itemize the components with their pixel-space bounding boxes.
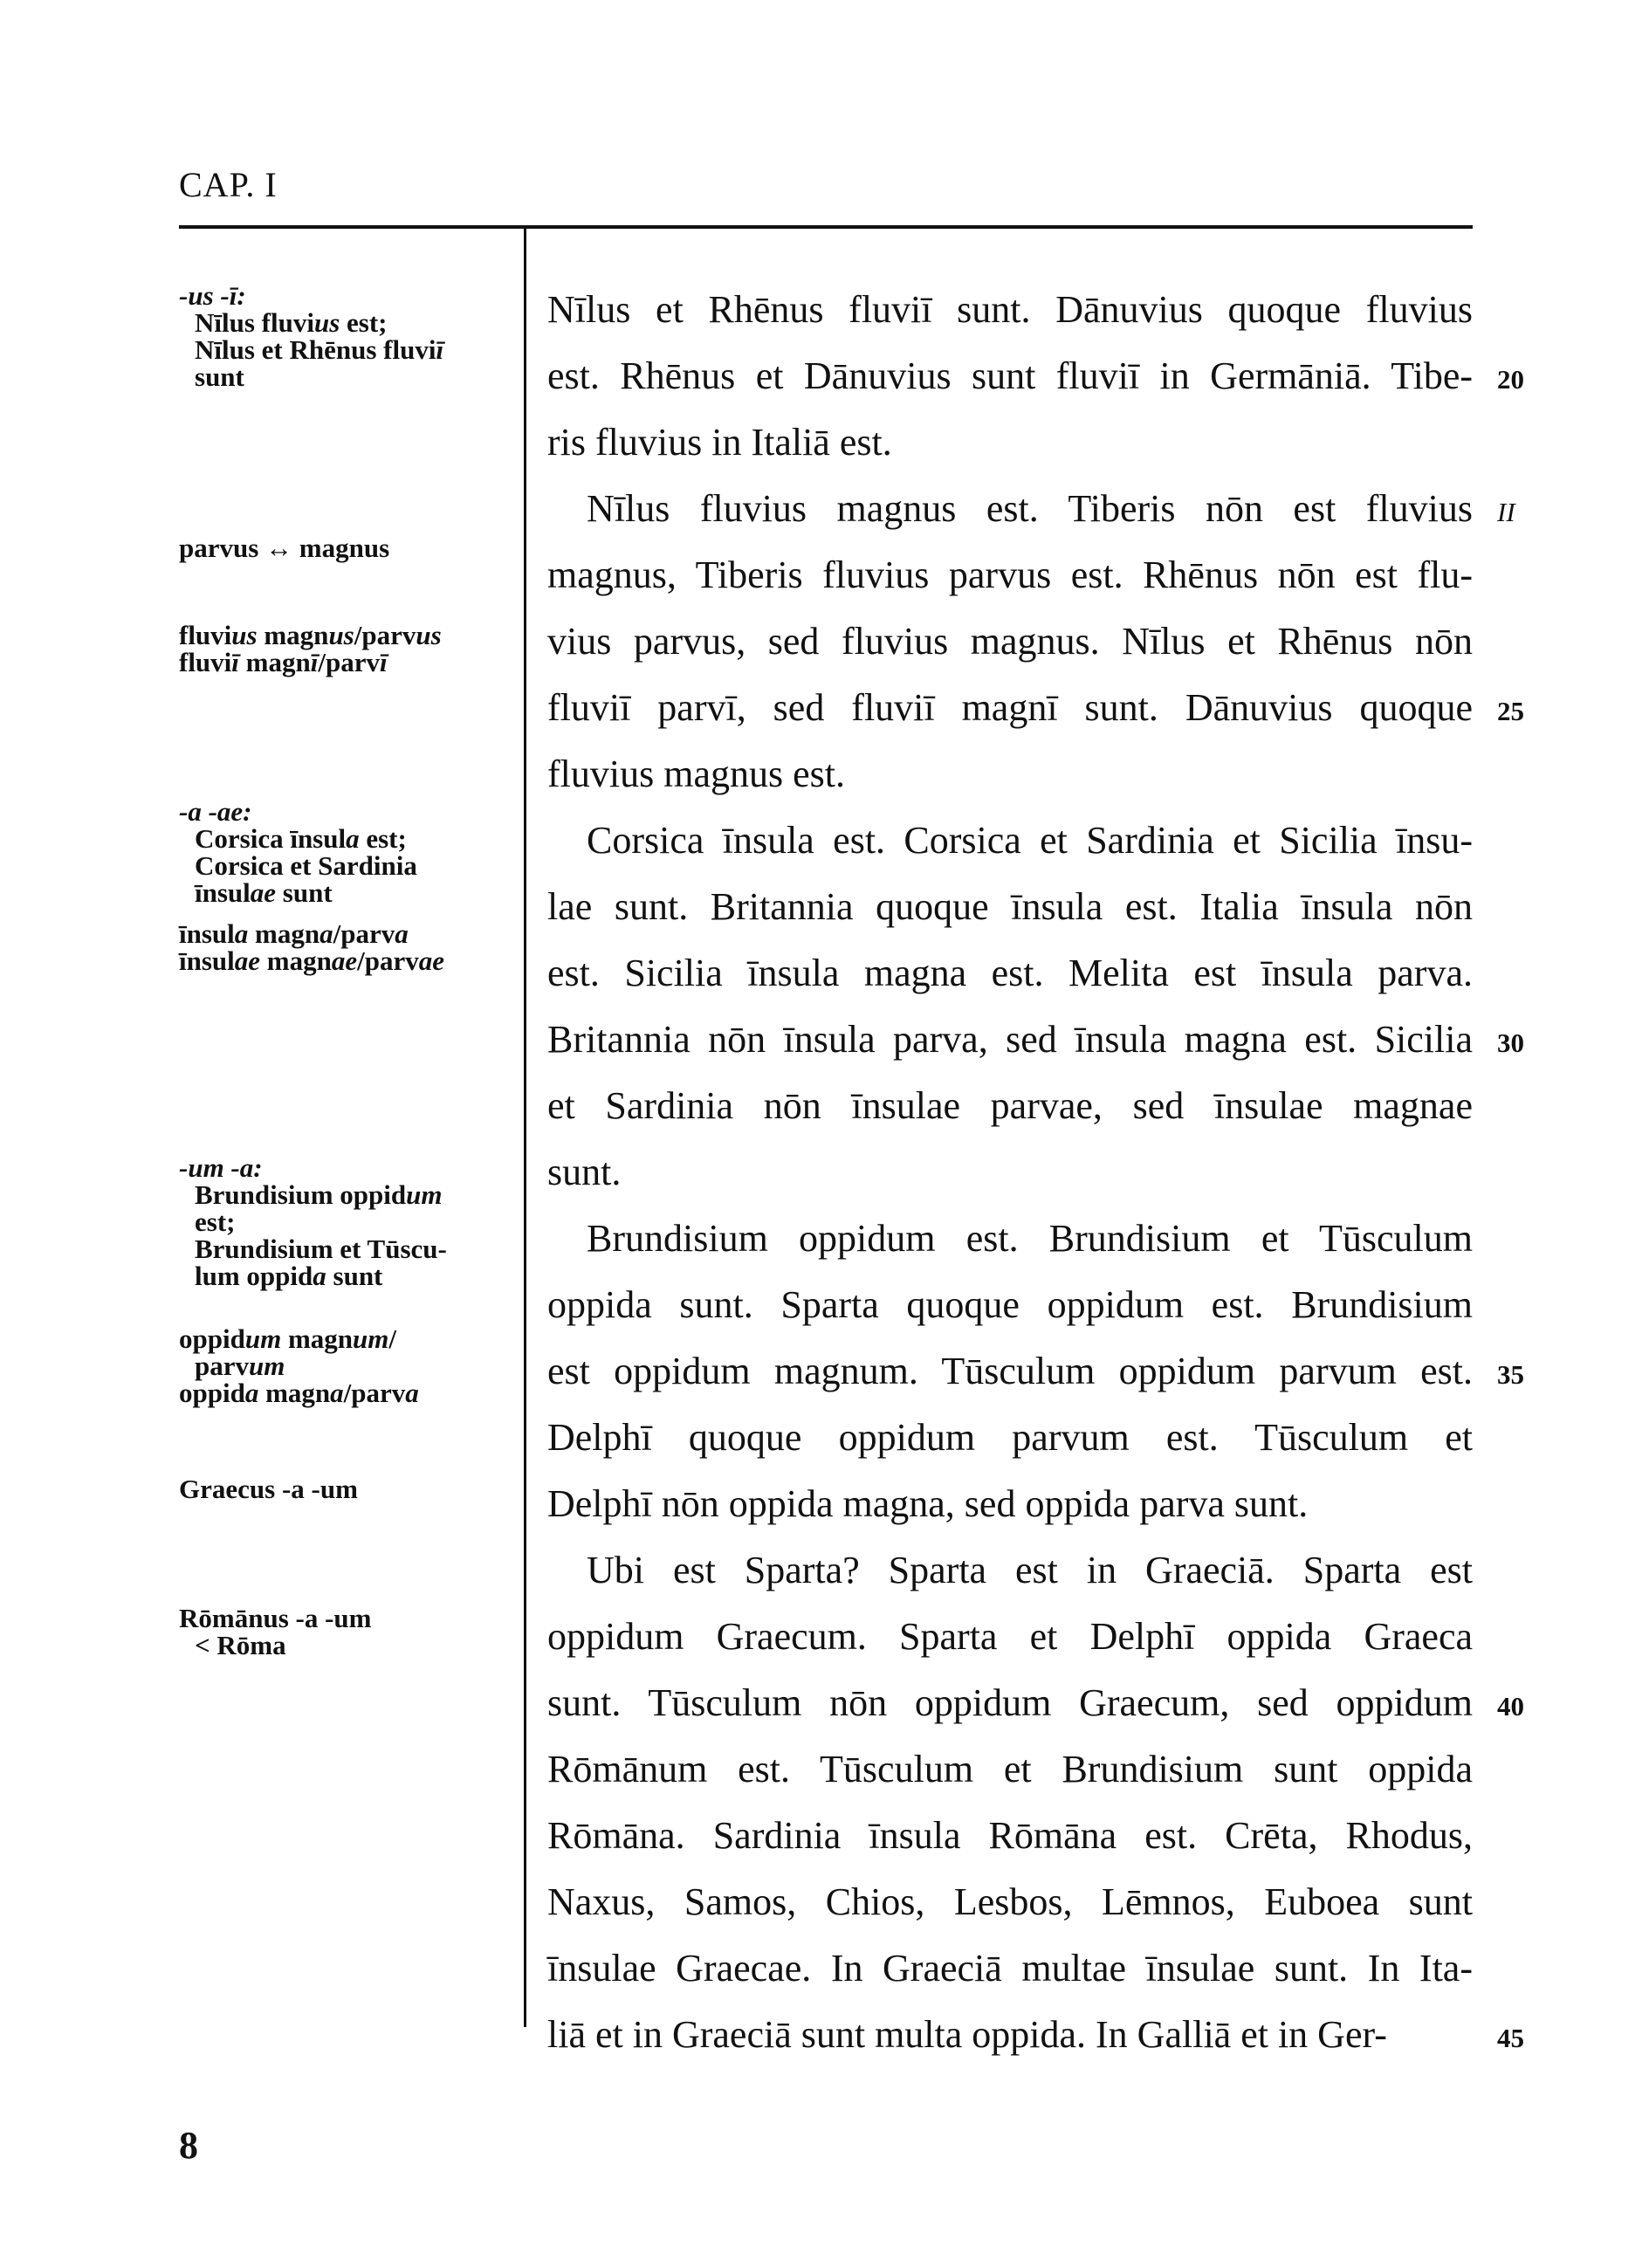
margin-text: ae <box>234 945 261 976</box>
text-line: oppida sunt. Sparta quoque oppidum est. Brundisium <box>547 1283 1473 1326</box>
text-line: īnsulae Graecae. In Graeciā multae īnsulae sunt. In Ita- <box>547 1947 1473 1990</box>
text-line: Rōmāna. Sardinia īnsula Rōmāna est. Crēta, Rhodus, <box>547 1814 1473 1857</box>
margin-text: Rōmānus -a -um <box>179 1603 372 1633</box>
margin-note-line <box>179 879 493 906</box>
text-line: liā et in Graeciā sunt multa oppida. In Galliā et in Ger- <box>547 2013 1387 2056</box>
text-line: est. Rhēnus et Dānuvius sunt fluviī in Germāniā. Tibe- <box>547 354 1473 397</box>
margin-text: ae <box>331 945 358 976</box>
margin-text: īnsul <box>179 918 235 949</box>
margin-text: /parv <box>333 918 395 949</box>
margin-text: /parv <box>343 1378 406 1408</box>
margin-note-line <box>179 1605 493 1632</box>
margin-text: um <box>353 1323 389 1354</box>
margin-text: / <box>388 1323 397 1354</box>
margin-text: magn <box>248 918 320 949</box>
margin-text: a <box>405 1378 419 1408</box>
margin-text: Brundisium oppid <box>195 1179 407 1210</box>
margin-note-line <box>179 649 493 676</box>
margin-text: um <box>244 1323 282 1354</box>
margin-text: magn <box>281 1323 354 1354</box>
margin-text: fluvi <box>179 620 232 650</box>
margin-text: um <box>249 1350 285 1381</box>
column-divider <box>524 225 526 2027</box>
margin-text: magn <box>258 1378 331 1408</box>
text-line: fluviī parvī, sed fluviī magnī sunt. Dānuvius quoque <box>547 686 1473 729</box>
margin-text: est; <box>195 1206 236 1237</box>
text-line: est. Sicilia īnsula magna est. Melita est īnsula parva. <box>547 952 1473 994</box>
margin-note-line <box>179 1154 493 1181</box>
margin-note <box>179 622 493 676</box>
margin-note-line <box>179 363 493 390</box>
margin-text: oppid <box>179 1378 245 1408</box>
margin-note-line <box>179 1235 493 1262</box>
margin-text: ae <box>250 877 277 908</box>
margin-note-line <box>179 852 493 879</box>
text-line: oppidum Graecum. Sparta et Delphī oppida Graeca <box>547 1615 1473 1658</box>
margin-text: us <box>231 620 258 650</box>
margin-text: ī <box>310 647 319 677</box>
margin-text: Corsica īnsul <box>195 823 347 854</box>
margin-note-line <box>179 798 493 825</box>
text-line: magnus, Tiberis fluvius parvus est. Rhēnus nōn est flu- <box>547 553 1473 596</box>
margin-text: a <box>330 1378 344 1408</box>
margin-text: us <box>416 620 442 650</box>
margin-note <box>179 1154 493 1289</box>
margin-note-line <box>179 1262 493 1289</box>
margin-note-line <box>179 1181 493 1208</box>
text-line: Nīlus et Rhēnus fluviī sunt. Dānuvius quoque fluvius <box>547 288 1473 331</box>
margin-text: est; <box>359 823 407 854</box>
line-number: 20 <box>1497 364 1524 395</box>
text-line: Delphī nōn oppida magna, sed oppida parva sunt. <box>547 1482 1309 1525</box>
margin-note-line <box>179 1632 493 1659</box>
margin-text: sunt <box>195 361 244 392</box>
margin-text: /parv <box>354 620 416 650</box>
margin-text: a <box>395 918 409 949</box>
margin-text: ī <box>380 647 388 677</box>
text-line: lae sunt. Britannia quoque īnsula est. Italia īnsula nōn <box>547 885 1473 928</box>
margin-text: a <box>319 918 333 949</box>
page-number: 8 <box>179 2124 198 2167</box>
margin-text: magn <box>257 620 329 650</box>
margin-note-line <box>179 1208 493 1235</box>
margin-text: oppid <box>179 1323 245 1354</box>
margin-text: a <box>313 1261 326 1291</box>
margin-note <box>179 920 493 974</box>
margin-text: -us -ī: <box>179 280 246 311</box>
line-number: 40 <box>1497 1691 1524 1722</box>
margin-note-line <box>179 282 493 309</box>
margin-text: Nīlus et Rhēnus fluvi <box>195 334 436 365</box>
margin-note <box>179 1325 493 1406</box>
margin-note-line <box>179 825 493 852</box>
chapter-heading: CAP. I <box>179 165 278 204</box>
margin-note <box>179 798 493 906</box>
margin-text: parv <box>195 1350 249 1381</box>
margin-text: ae <box>418 945 445 976</box>
margin-text: Nīlus fluvi <box>195 307 314 338</box>
margin-text: -a -ae: <box>179 796 252 827</box>
margin-note-line <box>179 1475 493 1502</box>
text-line: sunt. Tūsculum nōn oppidum Graecum, sed oppidum <box>547 1681 1473 1724</box>
text-line: Delphī quoque oppidum parvum est. Tūsculum et <box>547 1416 1473 1459</box>
line-number: 25 <box>1497 696 1524 726</box>
text-line: sunt. <box>547 1151 622 1193</box>
line-number: 35 <box>1497 1359 1524 1390</box>
margin-text: < Rōma <box>195 1630 286 1660</box>
margin-note-line <box>179 534 493 561</box>
margin-text: īnsul <box>195 877 251 908</box>
margin-note <box>179 282 493 390</box>
text-line: Rōmānum est. Tūsculum et Brundisium sunt oppida <box>547 1748 1473 1790</box>
margin-note-line <box>179 1379 493 1406</box>
text-line: Corsica īnsula est. Corsica et Sardinia et Sicilia īnsu- <box>587 819 1473 862</box>
line-number: 45 <box>1497 2023 1524 2053</box>
margin-text: parvus ↔ magnus <box>179 533 390 563</box>
margin-text: lum oppid <box>195 1261 313 1291</box>
margin-text: um <box>406 1179 443 1210</box>
margin-text: us <box>328 620 354 650</box>
margin-text: a <box>346 823 360 854</box>
margin-note <box>179 1605 493 1659</box>
margin-note-line <box>179 947 493 974</box>
main-text <box>547 277 1473 2068</box>
margin-text: /parv <box>318 647 380 677</box>
margin-text: ī <box>231 647 239 677</box>
margin-note-line <box>179 622 493 649</box>
text-line: Nīlus fluvius magnus est. Tiberis nōn est fluvius <box>587 487 1473 530</box>
margin-text: est; <box>340 307 388 338</box>
margin-text: a <box>244 1378 259 1408</box>
margin-note <box>179 1475 493 1502</box>
line-number: II <box>1497 497 1515 527</box>
margin-note-line <box>179 1325 493 1352</box>
margin-text: us <box>313 307 340 338</box>
text-line: Brundisium oppidum est. Brundisium et Tūsculum <box>587 1217 1473 1260</box>
header-rule <box>179 225 1473 229</box>
margin-note-line <box>179 1352 493 1379</box>
text-line: Naxus, Samos, Chios, Lesbos, Lēmnos, Euboea sunt <box>547 1880 1473 1923</box>
margin-text: magn <box>238 647 311 677</box>
margin-note <box>179 534 493 561</box>
margin-text: ī <box>436 334 444 365</box>
text-line: fluvius magnus est. <box>547 753 845 795</box>
margin-text: magn <box>260 945 332 976</box>
margin-text: sunt <box>276 877 333 908</box>
margin-text: fluvi <box>179 647 232 677</box>
text-line: Britannia nōn īnsula parva, sed īnsula magna est. Sicilia <box>547 1018 1473 1061</box>
margin-text: -um -a: <box>179 1152 263 1183</box>
text-line: et Sardinia nōn īnsulae parvae, sed īnsulae magnae <box>547 1084 1473 1127</box>
margin-text: Corsica et Sardinia <box>195 850 417 881</box>
margin-text: sunt <box>326 1261 383 1291</box>
margin-text: /parv <box>357 945 419 976</box>
margin-note-line <box>179 309 493 336</box>
line-number: 30 <box>1497 1027 1524 1058</box>
text-line: Ubi est Sparta? Sparta est in Graeciā. Sparta est <box>587 1549 1473 1591</box>
text-line: vius parvus, sed fluvius magnus. Nīlus et Rhēnus nōn <box>547 620 1473 663</box>
margin-text: Graecus -a -um <box>179 1474 358 1504</box>
margin-text: Brundisium et Tūscu- <box>195 1234 447 1264</box>
text-line: est oppidum magnum. Tūsculum oppidum parvum est. <box>547 1350 1473 1392</box>
margin-note-line <box>179 920 493 947</box>
margin-text: a <box>234 918 249 949</box>
margin-note-line <box>179 336 493 363</box>
text-line: ris fluvius in Italiā est. <box>547 421 892 464</box>
margin-text: īnsul <box>179 945 235 976</box>
